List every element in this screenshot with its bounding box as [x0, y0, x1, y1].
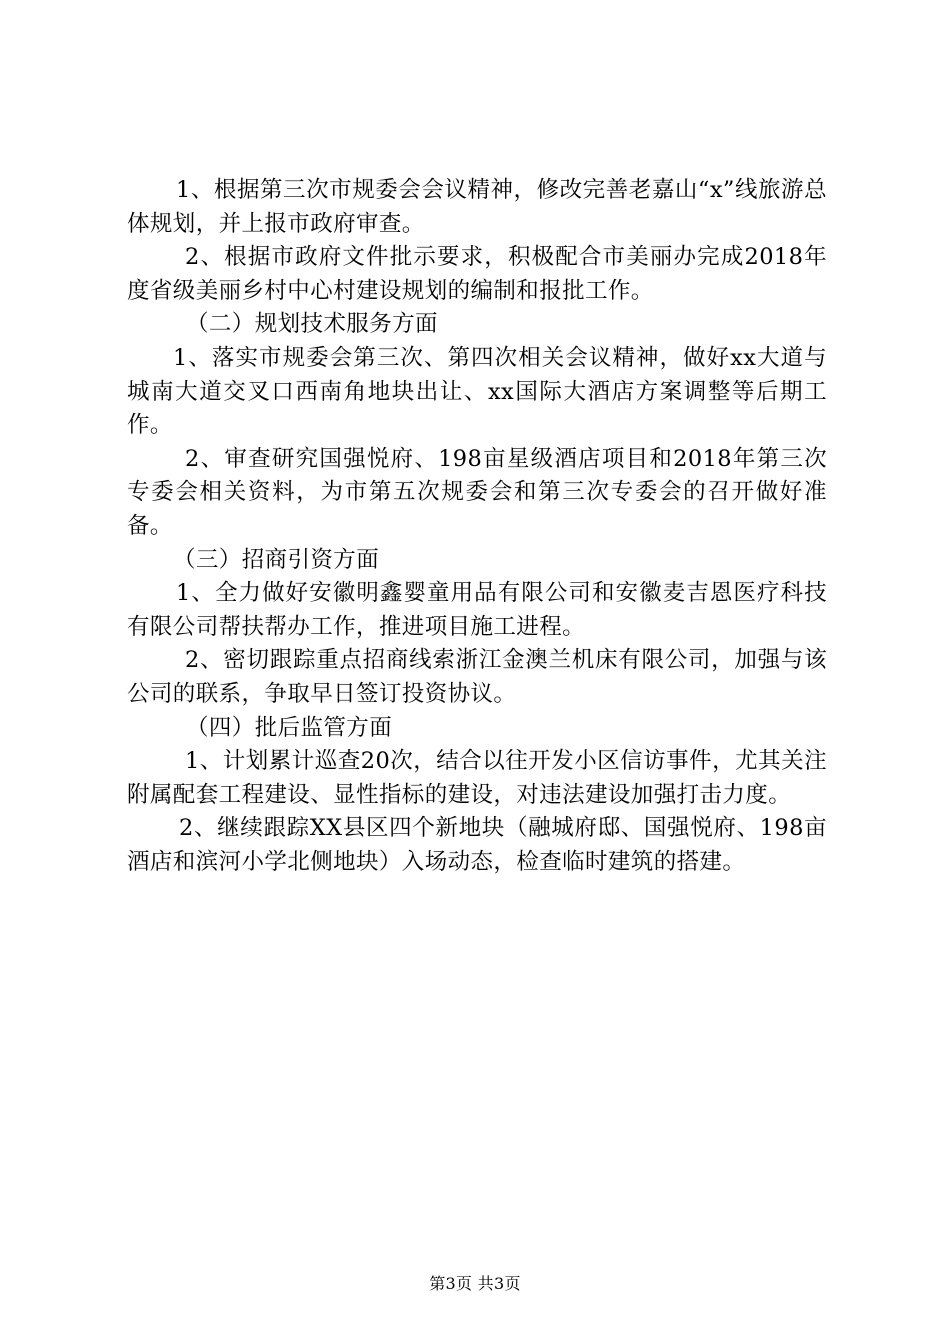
paragraph-4: 2、审查研究国强悦府、198亩星级酒店项目和2018年第三次专委会相关资料，为市第五次规委会和第三次专委会的召开做好准备。: [127, 445, 827, 539]
paragraph-7: 1、计划累计巡查20次，结合以往开发小区信访事件，尤其关注附属配套工程建设、显性指标的建设，对违法建设加强打击力度。: [127, 748, 827, 808]
section-heading-4: （四）批后监管方面: [186, 714, 393, 741]
page-footer: 第3页 共3页: [429, 1274, 521, 1293]
section-heading-3: （三）招商引资方面: [173, 546, 380, 573]
paragraph-3: 1、落实市规委会第三次、第四次相关会议精神，做好xx大道与城南大道交叉口西南角地块出让、xx国际大酒店方案调整等后期工作。: [127, 344, 827, 439]
paragraph-6: 2、密切跟踪重点招商线索浙江金澳兰机床有限公司，加强与该公司的联系，争取早日签订投资协议。: [127, 647, 827, 707]
section-heading-2: （二）规划技术服务方面: [186, 311, 438, 338]
document-body: [127, 174, 827, 879]
paragraph-1: 1、根据第三次市规委会会议精神，修改完善老嘉山“x”线旅游总体规划，并上报市政府审查。: [127, 177, 827, 237]
paragraph-5: 1、全力做好安徽明鑫婴童用品有限公司和安徽麦吉恩医疗科技有限公司帮扶帮办工作，推进项目施工进程。: [127, 580, 827, 640]
paragraph-2: 2、根据市政府文件批示要求，积极配合市美丽办完成2018年度省级美丽乡村中心村建设规划的编制和报批工作。: [127, 244, 827, 304]
paragraph-8: 2、继续跟踪XX县区四个新地块（融城府邸、国强悦府、198亩酒店和滨河小学北侧地块）入场动态，检查临时建筑的搭建。: [127, 815, 827, 875]
